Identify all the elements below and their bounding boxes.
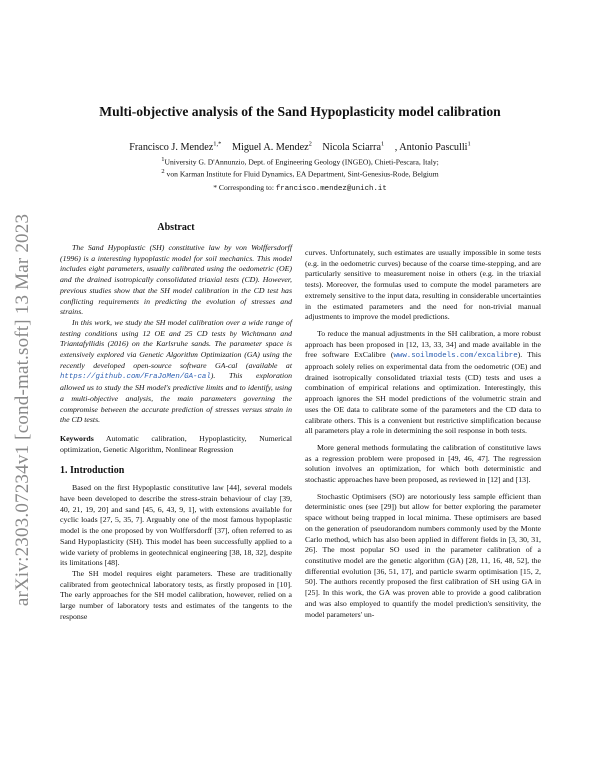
arxiv-side-stamp <box>8 205 38 615</box>
paper-title: Multi-objective analysis of the Sand Hypoplasticity model calibration <box>99 104 501 119</box>
corresponding-email[interactable]: francisco.mendez@unich.it <box>275 185 387 193</box>
author-1: Francisco J. Mendez$^{1,*}$ <box>129 141 222 154</box>
abstract-paragraph-1: The Sand Hypoplastic (SH) constitutive law by von Wolffersdorff (1996) is a interesting hypoplastic model for soil mechanics. This model includes eight parameters, usually calibrated using the oedometric (OE) and the drained isotropically consolidated triaxial tests (CD). However, previous studies show that the SH model calibration in the CD test has conflicting requirements in predicting the evolution of stresses and strains. <box>60 243 292 317</box>
author-list <box>60 141 540 153</box>
right-paragraph-3: More general methods formulating the calibration of constitutive laws as a regression problem were proposed in [49, 46, 47]. The regression solution involves an optimization, for which both deterministic and stochastic approaches have been proposed, as reviewed in [12] and [13]. <box>305 442 541 485</box>
right-column <box>305 248 541 620</box>
author-3: Nicola Sciarra$^1$ <box>322 141 385 154</box>
right-paragraph-4: Stochastic Optimisers (SO) are notoriously less sample efficient than deterministic ones (see [29]) but allow for better exploring the parameter space without being trapped in local minima. These optimisers are based on the generation of pseudorandom numbers commonly used by the Monte Carlo method, which has also been applied in different fields in [3, 30, 31, 26]. The most popular SO used in the parameter calibration of a constitutive model are the genetic algorithm (GA) [28, 11, 16, 48, 52], the differential evolution [36, 51, 17], and particle swarm optimisation [15, 2, 50]. The authors recently proposed the first calibration of SH using GA in [25]. In this work, the GA was proven able to provide a good calibration and was also employed to quantify the model prediction's sensitivity, the model parameters' un- <box>305 491 541 619</box>
keywords: Keywords Automatic calibration, Hypoplasticity, Numerical optimization, Genetic Algorithm, Nonlinear Regression <box>60 433 292 454</box>
left-column <box>60 222 292 623</box>
abstract-heading: Abstract <box>157 222 195 233</box>
section-heading-introduction: 1. Introduction <box>60 465 125 477</box>
intro-paragraph-1: Based on the first Hypoplastic constitutive law [44], several models have been developed to describe the stress-strain behaviour of clay [39, 40, 21, 19, 20] and sand [45, 6, 43, 9, 1], with extensions available for cyclic loads [27, 5, 35, 7]. Arguably one of the most famous hypoplastic model is the one proposed by von Wolffersdorff [37], often referred to as Sand Hypoplasticity (SH). This model has been successfully applied to a wide variety of problems in geotechnical engineering [38, 18, 32], despite its limitations [48]. <box>60 483 292 568</box>
intro-paragraph-2: The SH model requires eight parameters. These are traditionally calibrated from geotechnical laboratory tests, as firstly proposed in [10]. The early approaches for the SH model calibration, however, relied on a large number of laboratory tests and estimates of the tangents to the response <box>60 568 292 621</box>
abstract-paragraph-2: In this work, we study the SH model calibration over a wide range of testing conditions using 12 OE and 25 CD tests by Wichtmann and Triantafyllidis (2016) on the Karlsruhe sands. The parameter space is extensively explored via Genetic Algorithm Optimization (GA) using the recently developed open-source software GA-cal (available at https://github.com/FraJoMen/GA-cal). This exploration allowed us to study the SH model's predictive limits and to identify, using a multi-objective analysis, the main parameters governing the compromise between the accurate prediction of stresses versus strain in the CD tests. <box>60 317 292 425</box>
arxiv-id: arXiv:2303.07234v1 [cond-mat.soft] 13 Mar 2023 <box>12 213 33 607</box>
author-4: , Antonio Pasculli$^1$ <box>394 141 471 154</box>
affiliation-1: $^1$University G. D'Annunzio, Dept. of Engineering Geology (INGEO), Chieti-Pescara, Italy; <box>161 156 439 167</box>
affiliation-2: $^2$ von Karman Institute for Fluid Dynamics, EA Department, Sint-Genesius-Rode, Belgium <box>161 168 439 179</box>
author-2: Miguel A. Mendez$^2$ <box>231 141 312 154</box>
right-paragraph-1: curves. Unfortunately, such estimates are usually impossible in some tests (e.g. in the oedometric curves) because of the coarse time-stepping, and are particularly sensitive to measurement noise in others (e.g. in the triaxial tests). Moreover, the formulas used to compute the model parameters are extremely sensitive to the input data, resulting in considerable uncertainties in the estimated parameters and the need for non-trivial manual adjustments to improve the model predictions. <box>305 248 541 322</box>
right-paragraph-2: To reduce the manual adjustments in the SH calibration, a more robust approach has been proposed in [12, 13, 33, 34] and made available in the free software ExCalibre (www.soilmodels.com/excalibre). This approach solely relies on experimental data from the oedometric (OE) and drained isotropically consolidated triaxial tests (CD) tests and uses a combination of empirical relations and optimization. Interestingly, this approach ignores the SH model predictions of the volumetric strain and uses the OE data to calibrate some of the parameters and the CD data to calibrate others. This is a convenient but restrictive simplification because all parameters play a role in determining the soil response in both tests. <box>305 328 542 436</box>
excalibre-link[interactable]: www.soilmodels.com/excalibre <box>393 352 518 361</box>
corresponding-author: * Corresponding to: francisco.mendez@unich.it <box>213 183 387 193</box>
github-link[interactable]: https://github.com/FraJoMen/GA-cal <box>60 373 211 382</box>
